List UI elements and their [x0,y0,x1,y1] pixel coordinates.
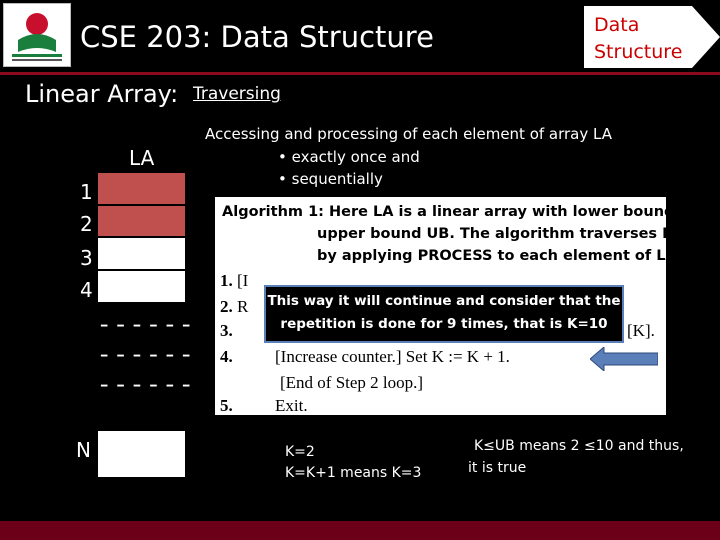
array-index-3: 3 [80,246,93,270]
step-1-number: 1. [220,271,233,290]
logo-emblem-icon [4,4,70,66]
array-index-4: 4 [80,278,93,302]
left-arrow-icon [590,347,658,371]
array-cell-n [97,430,186,478]
description-text: Accessing and processing of each element of array LA [205,125,612,143]
array-cell-1 [97,172,186,205]
step-2-text: R [237,297,249,316]
step-3 [220,321,233,341]
step-5-number: 5. [220,396,233,415]
array-gap-dashes-2: ------ [97,343,196,370]
step-2-number: 2. [220,297,233,316]
step-3-number: 3. [220,321,233,340]
array-gap-dashes-1: ------ [97,313,196,340]
k-note-line-2: K=K+1 means K=3 [285,465,422,481]
bullet-text-2: sequentially [291,170,383,188]
array-name-label: LA [129,146,155,170]
array-cell-4 [97,270,186,303]
topic-tag-line2: Structure [594,41,683,63]
bullet-item-2: • sequentially [278,170,383,188]
algorithm-line-2: upper bound UB. The algorithm traverses LA [317,226,683,242]
step-1 [220,271,248,291]
algorithm-line-1: Algorithm 1: Here LA is a linear array with lower bound LB [222,204,700,220]
step-4-text: [Increase counter.] Set K := K + 1. [275,347,510,366]
header-divider [0,72,720,75]
array-index-1: 1 [80,180,93,204]
algorithm-line-3: by applying PROCESS to each element of LA. [317,248,683,264]
ub-note-line-1: K≤UB means 2 ≤10 and thus, [474,438,684,454]
slide-subtitle: Linear Array: [25,80,179,108]
topic-tag-line1: Data [594,14,640,36]
array-cell-2 [97,205,186,237]
ub-note-line-2: it is true [468,460,527,476]
array-cell-3 [97,237,186,270]
step-4 [220,347,510,367]
array-index-n: N [76,438,91,462]
callout-box [264,285,624,343]
footer-bar [0,521,720,540]
step-3-tail: [K]. [627,321,655,340]
topic-tag-label [594,12,682,66]
university-logo [3,3,71,67]
callout-line-2: repetition is done for 9 times, that is K=10 [280,316,608,332]
step-2 [220,297,248,317]
array-gap-dashes-3: ------ [97,373,196,400]
step-4-end-loop: [End of Step 2 loop.] [280,373,424,392]
course-title: CSE 203: Data Structure [80,20,434,54]
callout-line-1: This way it will continue and consider that the [267,293,621,309]
bullet-item-1: • exactly once and [278,148,420,166]
step-5-text: Exit. [275,396,308,415]
step-4-number: 4. [220,347,233,366]
array-index-2: 2 [80,212,93,236]
bullet-text-1: exactly once and [291,148,420,166]
k-note-line-1: K=2 [285,444,315,460]
slide-header [0,0,720,72]
step-5 [220,396,308,416]
section-heading: Traversing [193,84,281,104]
step-1-text: [I [237,271,249,290]
